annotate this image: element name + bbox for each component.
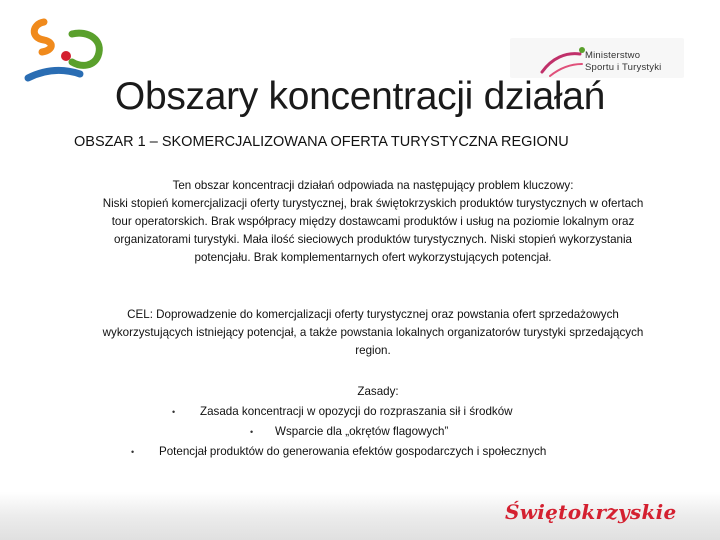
principle-item <box>100 442 670 462</box>
ministry-swirl-icon <box>536 42 592 78</box>
ministry-name <box>585 50 683 74</box>
intro-line: tour operatorskich. Brak współpracy między dostawcami produktów i usług na poziomie lokalnym oraz <box>111 215 635 228</box>
slide-subtitle: OBSZAR 1 – SKOMERCJALIZOWANA OFERTA TURYSTYCZNA REGIONU <box>74 134 569 150</box>
goal-line: wykorzystujących istniejący potencjał, a także powstania lokalnych organizatorów turystyki sprzedających <box>102 326 644 339</box>
logo-orange-ribbon <box>34 22 51 52</box>
logo-green-ribbon <box>72 33 99 65</box>
principle-item <box>100 402 670 422</box>
intro-line: Ten obszar koncentracji działań odpowiada na następujący problem kluczowy: <box>172 179 574 192</box>
ministry-logo <box>510 38 684 78</box>
goal-description <box>62 306 684 360</box>
bullet-icon: • <box>131 447 135 457</box>
goal-line: CEL: Doprowadzenie do komercjalizacji oferty turystycznej oraz powstania ofert sprzedażowych <box>127 308 619 321</box>
intro-line: organizatorami turystyki. Mała ilość sieciowych produktów turystycznych. Niski stopień wykorzystania <box>113 233 633 246</box>
principle-text: Potencjał produktów do generowania efektów gospodarczych i społecznych <box>159 445 547 458</box>
principle-text: Wsparcie dla „okrętów flagowych” <box>275 425 449 438</box>
goal-line: region. <box>355 344 391 357</box>
bullet-icon: • <box>172 407 176 417</box>
brand-logo: Świętokrzyskie <box>505 500 677 524</box>
principle-text: Zasada koncentracji w opozycji do rozpraszania sił i środków <box>200 405 513 418</box>
bullet-icon: • <box>250 427 254 437</box>
intro-line: potencjału. Brak komplementarnych ofert wykorzystujących potencjał. <box>194 251 552 264</box>
principles-list <box>100 382 670 462</box>
principles-heading: Zasady: <box>357 385 399 398</box>
problem-description <box>62 177 684 267</box>
logo-red-dot <box>61 51 71 61</box>
intro-line: Niski stopień komercjalizacji oferty turystycznej, brak świętokrzyskich produktów turystycznych w ofertach <box>102 197 644 210</box>
ministry-name-line1: Ministerstwo <box>585 50 641 61</box>
slide-title: Obszary koncentracji działań <box>114 75 606 118</box>
ministry-name-line2: Sportu i Turystyki <box>585 62 662 73</box>
principle-item <box>100 422 670 442</box>
